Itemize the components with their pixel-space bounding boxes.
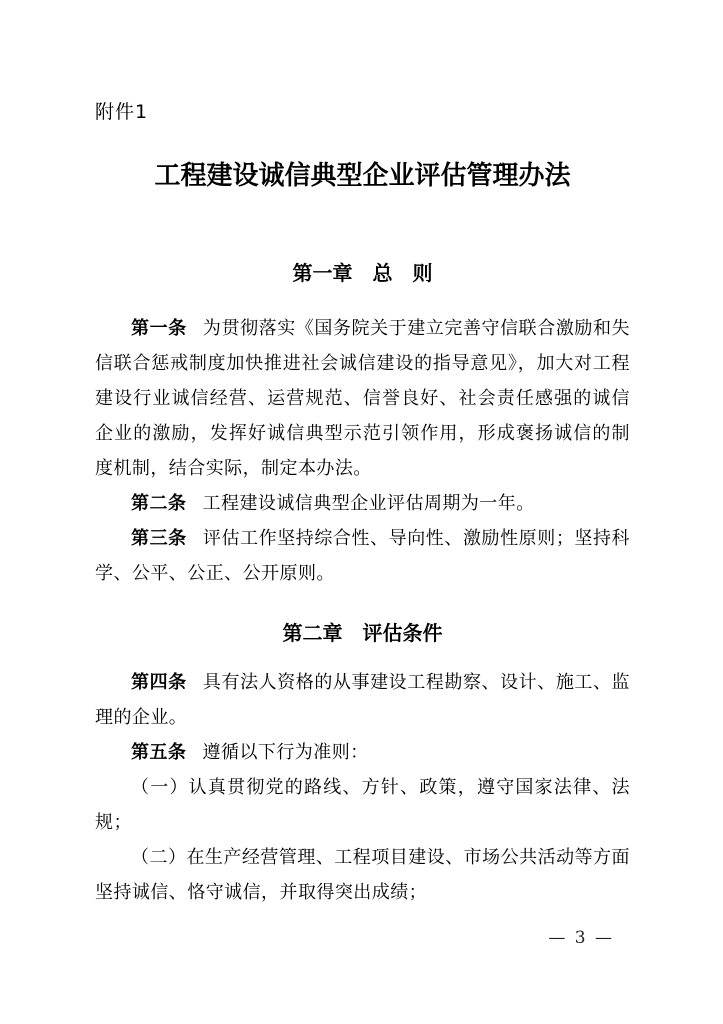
article-2-text: 工程建设诚信典型企业评估周期为一年。 (202, 493, 535, 514)
article-5-clause-1: （一）认真贯彻党的路线、方针、政策，遵守国家法律、法规； (95, 777, 630, 833)
article-5 (95, 735, 630, 770)
article-3 (95, 521, 630, 591)
article-1-text: 为贯彻落实《国务院关于建立完善守信联合激励和失信联合惩戒制度加快推进社会诚信建设的指导意见》，加大对工程建设行业诚信经营、运营规范、信誉良好、社会责任感强的诚信企业的激励，发挥好诚信典型示范引领作用，形成褒扬诚信的制度机制，结合实际，制定本办法。 (95, 318, 630, 479)
chapter-heading-1: 第一章 总 则 (292, 261, 433, 285)
article-2-label: 第二条 (131, 493, 187, 514)
article-2 (95, 486, 630, 521)
article-3-label: 第三条 (131, 528, 187, 549)
article-5-clause-2: （二）在生产经营管理、工程项目建设、市场公共活动等方面坚持诚信、恪守诚信，并取得突出成绩； (95, 847, 630, 903)
article-4-text: 具有法人资格的从事建设工程勘察、设计、施工、监理的企业。 (95, 672, 630, 728)
article-5-text: 遵循以下行为准则： (202, 742, 369, 763)
article-1 (95, 311, 630, 486)
article-4-label: 第四条 (131, 672, 187, 693)
document-title: 工程建设诚信典型企业评估管理办法 (154, 161, 571, 191)
article-3-text: 评估工作坚持综合性、导向性、激励性原则；坚持科学、公平、公正、公开原则。 (95, 528, 630, 584)
article-1-label: 第一条 (131, 318, 187, 339)
attachment-label: 附件1 (95, 101, 149, 123)
article-4 (95, 665, 630, 735)
article-5-label: 第五条 (131, 742, 187, 763)
page-number: — 3 — (548, 928, 614, 948)
chapter-heading-2: 第二章 评估条件 (282, 621, 443, 645)
